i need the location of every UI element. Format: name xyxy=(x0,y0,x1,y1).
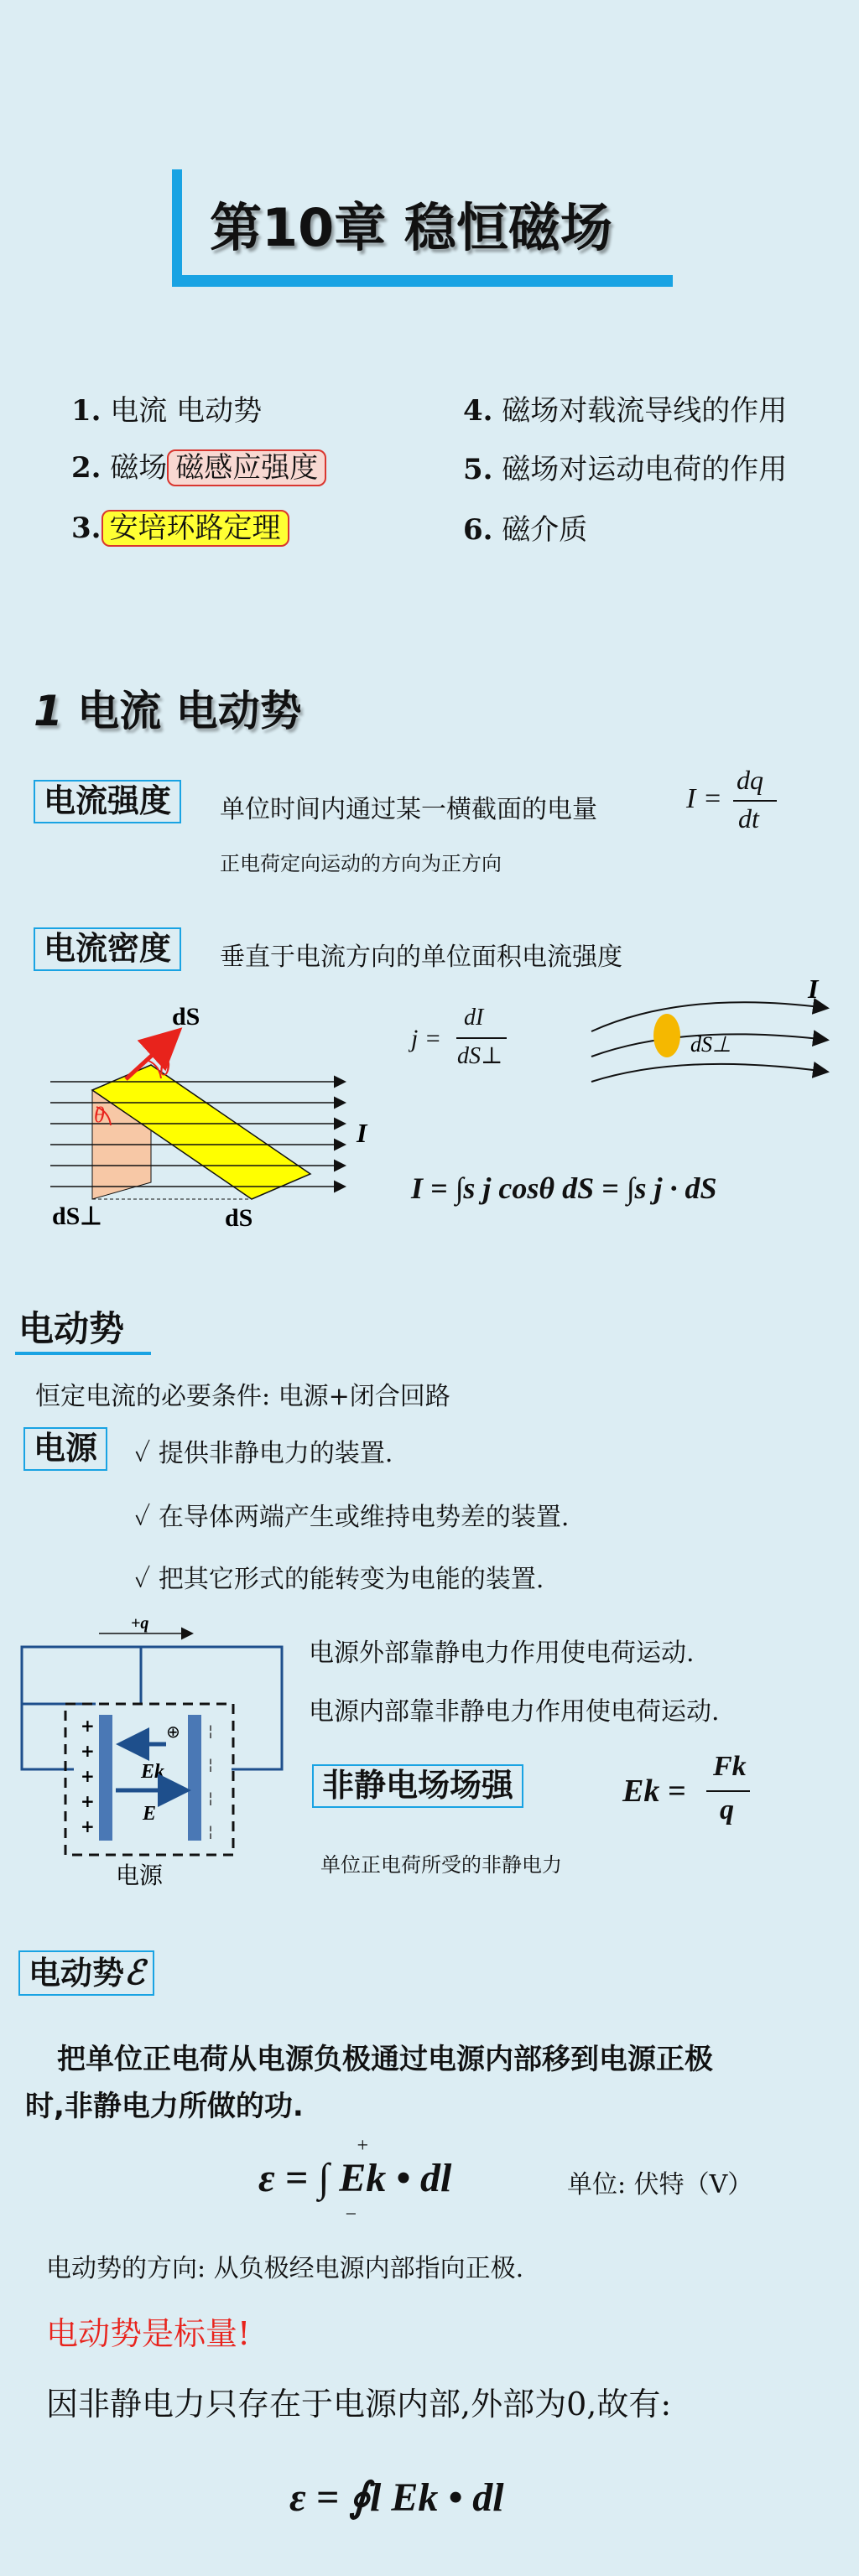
source-label: 电源 xyxy=(23,1427,107,1471)
current-direction-note: 正电荷定向运动的方向为正方向 xyxy=(220,852,502,875)
toc-item-4[interactable]: 4. 磁场对载流导线的作用 xyxy=(463,394,788,428)
density-formula-lhs: j = xyxy=(411,1025,442,1052)
emf-heading-underline xyxy=(15,1352,151,1355)
Ek-field-label: Ek xyxy=(141,1761,165,1783)
current-density-desc: 垂直于电流方向的单位面积电流强度 xyxy=(220,943,622,972)
theta-label-1: θ xyxy=(159,1056,170,1080)
toc-item-6[interactable]: 6. 磁介质 xyxy=(463,513,588,547)
svg-text:¦: ¦ xyxy=(208,1756,214,1774)
toc-item-5[interactable]: 5. 磁场对运动电荷的作用 xyxy=(463,453,788,486)
emf-definition-line-1: 把单位正电荷从电源负极通过电源内部移到电源正极 xyxy=(57,2043,713,2076)
flow-I-label: I xyxy=(808,974,819,1004)
power-source-circuit-diagram xyxy=(15,1610,300,1895)
svg-text:¦: ¦ xyxy=(208,1722,214,1740)
toc-highlight-pink: 磁感应强度 xyxy=(167,449,326,486)
fraction-bar xyxy=(706,1790,750,1792)
emf-definition-label: 电动势ℰ xyxy=(18,1950,154,1996)
nonstatic-note: 单位正电荷所受的非静电力 xyxy=(320,1853,562,1877)
nonstatic-formula-den: q xyxy=(720,1794,734,1826)
svg-text:+: + xyxy=(81,1816,95,1836)
density-formula-num: dI xyxy=(464,1005,484,1031)
fraction-bar xyxy=(733,800,777,802)
nonstatic-formula-lhs: Ek = xyxy=(622,1774,686,1809)
emf-integral-lower: − xyxy=(344,2204,358,2225)
toc-item-2[interactable]: 2. 磁场 磁感应强度 xyxy=(71,444,326,486)
current-strength-desc: 单位时间内通过某一横截面的电量 xyxy=(220,795,597,824)
emf-condition: 恒定电流的必要条件: 电源+闭合回路 xyxy=(35,1382,450,1411)
charge-q-label: +q xyxy=(131,1614,149,1633)
density-formula-den: dS⊥ xyxy=(457,1043,503,1069)
emf-integral-formula: ε = ∫ Ek • dl xyxy=(258,2156,452,2200)
dS-perp-label: dS⊥ xyxy=(52,1202,102,1230)
page-title: 第10章 稳恒磁场 xyxy=(210,197,612,258)
svg-text:+: + xyxy=(81,1716,95,1736)
theta-label-2: θ xyxy=(94,1103,105,1127)
emf-heading: 电动势 xyxy=(18,1308,125,1349)
flow-dS-label: dS⊥ xyxy=(690,1032,731,1057)
flow-tube-diagram xyxy=(583,973,843,1098)
svg-text:¦: ¦ xyxy=(208,1823,214,1841)
source-point-3: ✓ 把其它形式的能转变为电能的装置. xyxy=(134,1565,544,1594)
svg-text:¦: ¦ xyxy=(208,1789,214,1807)
fraction-bar xyxy=(456,1037,507,1039)
source-outside-text: 电源外部靠静电力作用使电荷运动. xyxy=(309,1639,695,1668)
emf-closing-text: 因非静电力只存在于电源内部,外部为0,故有: xyxy=(46,2386,672,2423)
emf-direction: 电动势的方向: 从负极经电源内部指向正极. xyxy=(46,2254,524,2283)
emf-definition-line-2: 时,非静电力所做的功. xyxy=(25,2090,304,2123)
E-field-label: E xyxy=(143,1803,157,1825)
plus-charge-icon: ⊕ xyxy=(166,1722,180,1742)
current-formula-den: dt xyxy=(738,803,759,834)
toc-item-1[interactable]: 1. 电流 电动势 xyxy=(71,394,263,428)
current-I-label: I xyxy=(357,1118,367,1148)
toc-item-3[interactable]: 3. 安培环路定理 xyxy=(71,505,289,546)
current-density-diagram xyxy=(34,981,386,1241)
source-inside-text: 电源内部靠非静电力作用使电荷运动. xyxy=(309,1697,720,1727)
source-point-1: ✓ 提供非静电力的装置. xyxy=(134,1439,393,1468)
dS-label: dS xyxy=(225,1204,253,1232)
current-formula-lhs: I = xyxy=(686,783,722,814)
toc-highlight-yellow: 安培环路定理 xyxy=(102,510,289,547)
current-integral-formula: I = ∫s j cosθ dS = ∫s j · dS xyxy=(411,1171,717,1205)
emf-unit: 单位: 伏特（V） xyxy=(567,2170,753,2199)
nonstatic-field-label: 非静电场场强 xyxy=(312,1764,523,1808)
current-density-label: 电流密度 xyxy=(34,927,181,971)
current-formula-num: dq xyxy=(737,765,763,795)
title-accent-bar xyxy=(172,169,182,287)
nonstatic-formula-num: Fk xyxy=(713,1751,747,1782)
svg-text:+: + xyxy=(81,1741,95,1761)
svg-text:+: + xyxy=(81,1766,95,1786)
emf-scalar-note: 电动势是标量! xyxy=(46,2315,251,2352)
source-point-2: ✓ 在导体两端产生或维持电势差的装置. xyxy=(134,1503,570,1532)
svg-text:+: + xyxy=(81,1791,95,1811)
dS-vector-label: dS xyxy=(172,1003,200,1031)
current-strength-label: 电流强度 xyxy=(34,780,181,823)
emf-loop-integral-formula: ε = ∮l Ek • dl xyxy=(289,2475,504,2520)
emf-integral-upper: + xyxy=(356,2135,370,2157)
title-underline xyxy=(172,275,673,287)
circuit-caption: 电源 xyxy=(116,1862,164,1889)
section-heading: 1 电流 电动势 xyxy=(34,687,302,735)
